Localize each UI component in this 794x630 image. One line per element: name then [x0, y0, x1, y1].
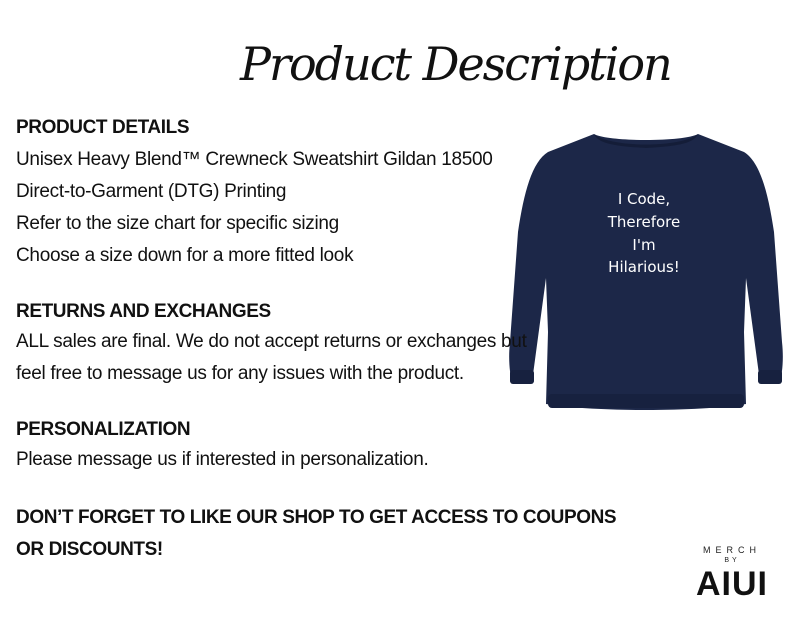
page-title-text: Product Description [240, 37, 671, 91]
returns-line: feel free to message us for any issues with the product. [16, 363, 464, 384]
product-details-section [16, 114, 576, 272]
detail-line: Choose a size down for a more fitted look [16, 245, 354, 266]
returns-line: ALL sales are final. We do not accept returns or exchanges but [16, 331, 527, 352]
print-line-4: Hilarious! [608, 258, 680, 276]
personalization-section [16, 416, 576, 476]
print-line-1: I Code, [617, 190, 671, 208]
brand-by-text: BY [724, 557, 740, 564]
brand-merch-text: MERCH [703, 545, 761, 555]
section-heading: RETURNS AND EXCHANGES [16, 301, 271, 322]
product-description-script [230, 12, 671, 122]
personalization-line: Please message us if interested in personalization. [16, 449, 429, 470]
section-heading: PRODUCT DETAILS [16, 117, 190, 138]
detail-line: Refer to the size chart for specific sizing [16, 213, 339, 234]
cta-line: DON’T FORGET TO LIKE OUR SHOP TO GET ACCESS TO COUPONS [16, 507, 617, 528]
cta-line: OR DISCOUNTS! [16, 539, 163, 560]
print-line-2: Therefore [607, 213, 681, 231]
brand-name: AIUI [696, 565, 768, 603]
section-heading: PERSONALIZATION [16, 419, 191, 440]
detail-line: Direct-to-Garment (DTG) Printing [16, 181, 287, 202]
returns-section [16, 298, 576, 390]
print-line-3: I'm [632, 236, 656, 254]
sweatshirt-waistband [548, 394, 744, 408]
page-title [230, 12, 671, 122]
sweatshirt-right-cuff [758, 370, 782, 384]
detail-line: Unisex Heavy Blend™ Crewneck Sweatshirt Gildan 18500 [16, 149, 493, 170]
brand-logo [684, 544, 780, 602]
call-to-action [16, 502, 617, 566]
description-content [16, 114, 617, 566]
